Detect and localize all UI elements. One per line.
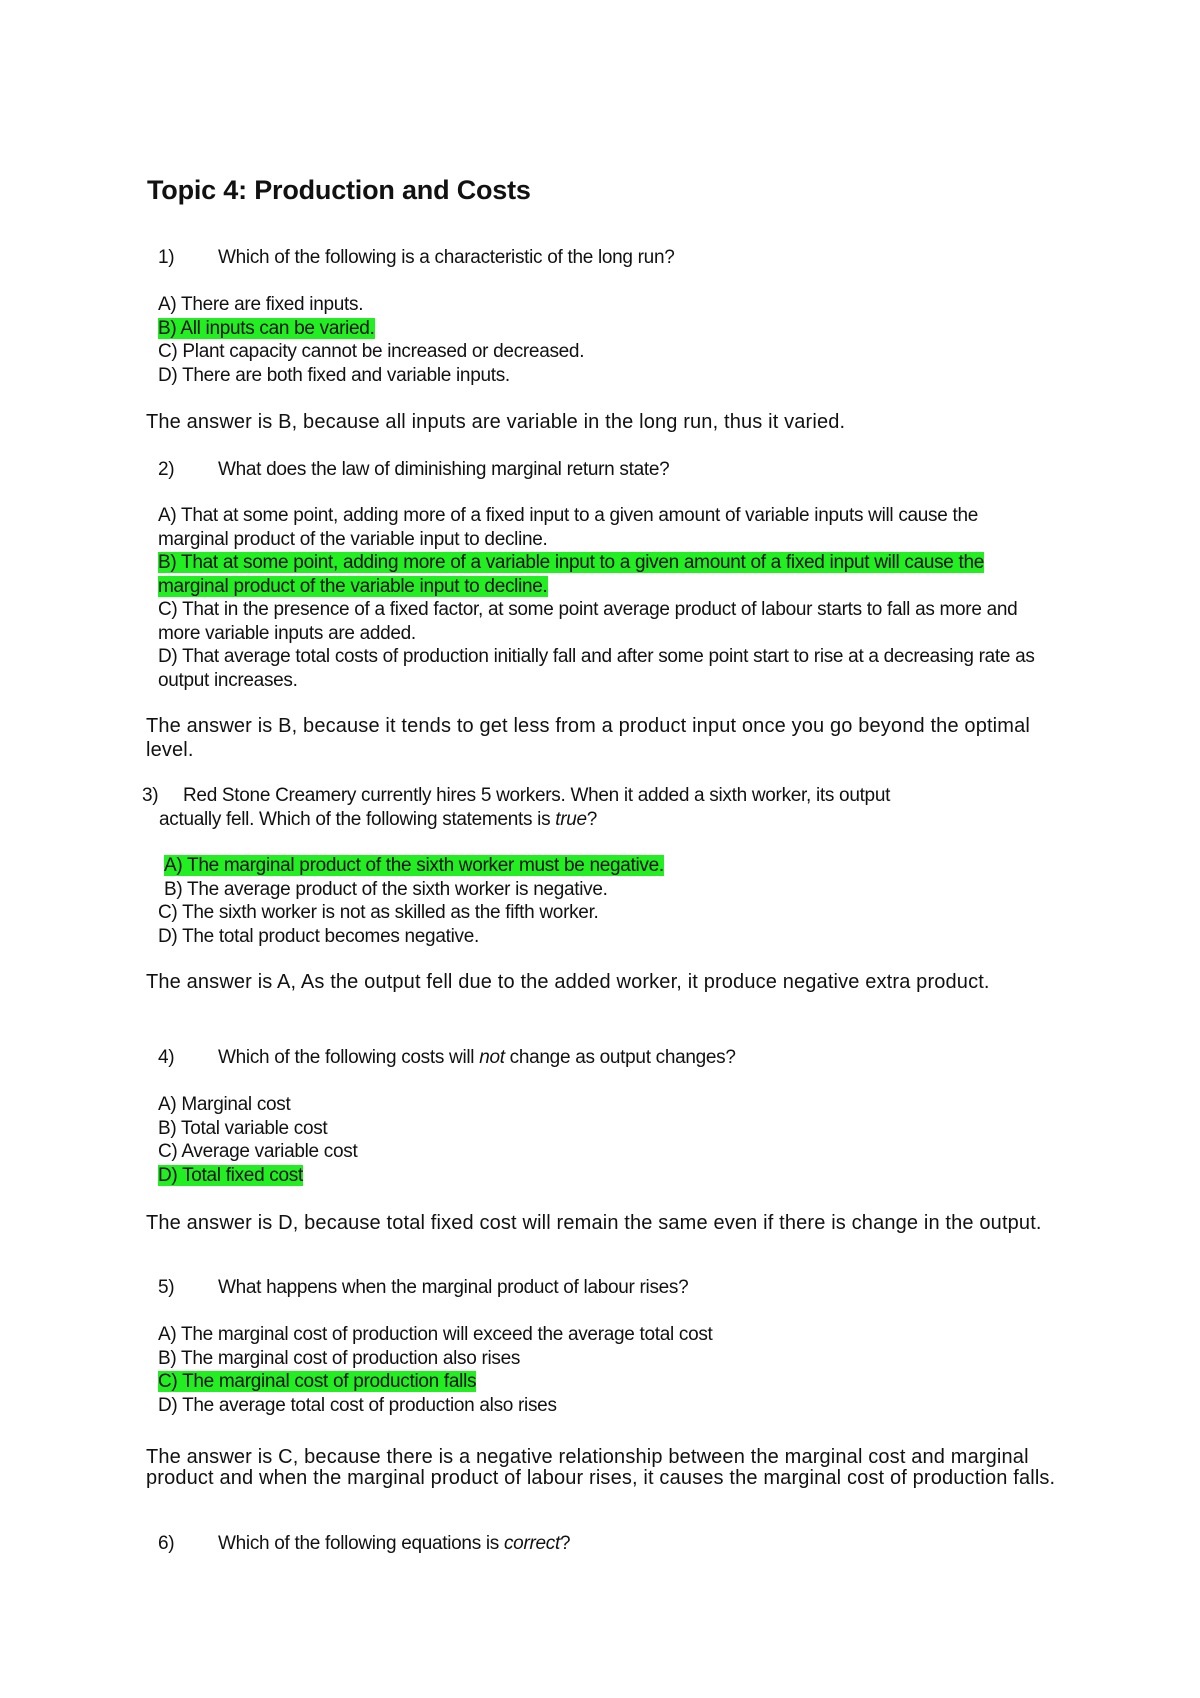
question-number: 2) xyxy=(158,459,175,480)
option-a: A) The marginal cost of production will exceed the average total cost xyxy=(158,1324,713,1345)
question-text-line2: actually fell. Which of the following statements is true? xyxy=(159,809,598,830)
question-number: 3) xyxy=(142,785,159,806)
answer-5: The answer is C, because there is a negative relationship between the marginal cost and marginal product and when the marginal product of labour rises, it causes the marginal cost of production falls. xyxy=(146,1446,1056,1489)
answer-1: The answer is B, because all inputs are variable in the long run, thus it varied. xyxy=(146,411,846,433)
question-3 xyxy=(142,784,890,832)
question-1-options xyxy=(158,293,1038,387)
option-c: C) The sixth worker is not as skilled as the fifth worker. xyxy=(158,902,599,923)
answer-3: The answer is A, As the output fell due to the added worker, it produce negative extra product. xyxy=(146,971,990,993)
question-4-options xyxy=(158,1093,1038,1187)
question-3-options xyxy=(158,854,1038,948)
question-number: 6) xyxy=(158,1533,175,1554)
question-text: What happens when the marginal product of labour rises? xyxy=(218,1277,689,1298)
question-text-line1: Red Stone Creamery currently hires 5 workers. When it added a sixth worker, its output xyxy=(183,785,891,806)
question-2-options xyxy=(158,504,1038,692)
option-c: C) That in the presence of a fixed factor, at some point average product of labour starts to fall as more and more variable inputs are added. xyxy=(158,599,1018,644)
option-a: A) That at some point, adding more of a fixed input to a given amount of variable inputs will cause the marginal product of the variable input to decline. xyxy=(158,505,979,550)
page-title: Topic 4: Production and Costs xyxy=(147,175,531,205)
question-6: 6) Which of the following equations is correct? xyxy=(158,1533,571,1554)
option-b: B) The average product of the sixth worker is negative. xyxy=(164,878,608,900)
option-c: C) Plant capacity cannot be increased or decreased. xyxy=(158,341,585,362)
question-number: 5) xyxy=(158,1277,175,1298)
question-number: 1) xyxy=(158,247,175,268)
option-a: A) There are fixed inputs. xyxy=(158,294,364,315)
option-b-correct: B) That at some point, adding more of a variable input to a given amount of a fixed input will cause the marginal product of the variable input to decline. xyxy=(158,552,985,597)
question-text: What does the law of diminishing marginal return state? xyxy=(218,459,670,480)
question-number: 4) xyxy=(158,1047,175,1068)
answer-4: The answer is D, because total fixed cost will remain the same even if there is change in the output. xyxy=(146,1212,1042,1234)
question-text: Which of the following is a characteristic of the long run? xyxy=(218,247,675,268)
option-a: A) Marginal cost xyxy=(158,1094,291,1115)
option-c-correct: C) The marginal cost of production falls xyxy=(158,1371,477,1392)
option-b: B) Total variable cost xyxy=(158,1117,328,1139)
question-1 xyxy=(158,246,674,270)
option-d: D) That average total costs of production initially fall and after some point start to rise at a decreasing rate as output increases. xyxy=(158,646,1035,691)
option-d: D) The average total cost of production also rises xyxy=(158,1394,557,1416)
option-d: D) There are both fixed and variable inputs. xyxy=(158,364,510,386)
question-4: 4) Which of the following costs will not change as output changes? xyxy=(158,1047,736,1068)
answer-2: The answer is B, because it tends to get less from a product input once you go beyond the optimal level. xyxy=(146,715,1030,761)
question-5-options xyxy=(158,1323,1038,1417)
option-b-correct: B) All inputs can be varied. xyxy=(158,317,375,339)
question-2 xyxy=(158,458,669,482)
option-d: D) The total product becomes negative. xyxy=(158,925,479,947)
option-b: B) The marginal cost of production also rises xyxy=(158,1347,521,1369)
option-a-correct: A) The marginal product of the sixth worker must be negative. xyxy=(164,855,664,876)
option-d-correct: D) Total fixed cost xyxy=(158,1164,303,1186)
question-5 xyxy=(158,1276,688,1300)
option-c: C) Average variable cost xyxy=(158,1141,358,1162)
